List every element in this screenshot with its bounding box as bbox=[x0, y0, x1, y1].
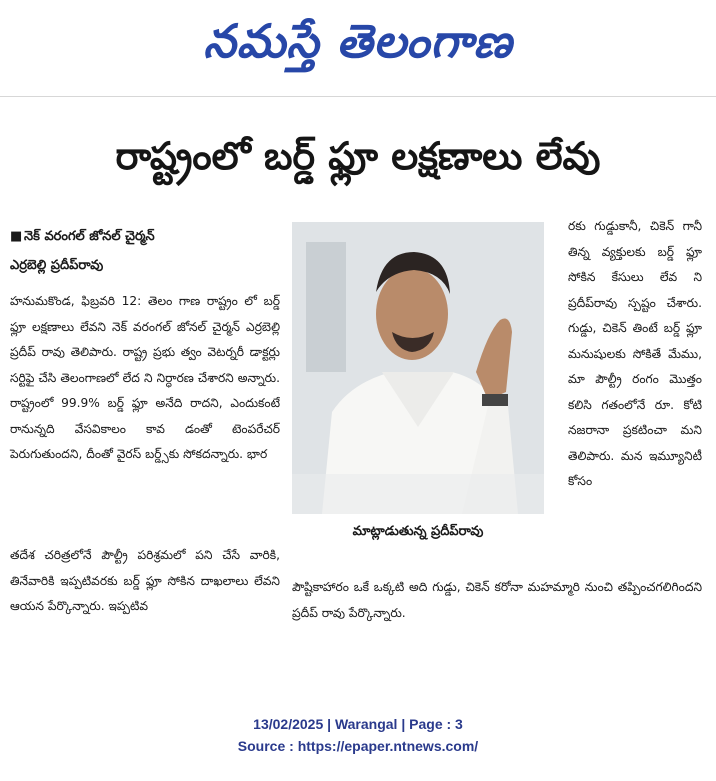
footer-date: 13/02/2025 bbox=[253, 716, 324, 732]
byline-line1: నెక్ వరంగల్ జోనల్ చైర్మన్ bbox=[24, 229, 155, 244]
article-byline bbox=[10, 222, 280, 280]
person-photo-illustration bbox=[292, 222, 544, 514]
footer-separator: | bbox=[323, 716, 335, 732]
footer bbox=[0, 713, 716, 757]
masthead-title: నమస్తే తెలంగాణ bbox=[203, 14, 513, 68]
article-paragraph: తదేశ చరిత్రలోనే పౌల్ట్రీ పరిశ్రమలో పని చేసే వారికి, తినేవారికి ఇప్పటివరకు బర్డ్ ఫ్లూ సోకిన దాఖలాలు లేవని ఆయన పేర్కొన్నారు. ఇప్పటివ bbox=[10, 548, 280, 613]
article-column-right bbox=[568, 214, 702, 495]
masthead-divider bbox=[0, 96, 716, 97]
article-headline: రాష్ట్రంలో బర్డ్ ఫ్లూ లక్షణాలు లేవు bbox=[115, 134, 601, 178]
footer-source: Source : https://epaper.ntnews.com/ bbox=[237, 738, 479, 754]
article-column-left bbox=[10, 289, 280, 468]
article-paragraph: రకు గుడ్డుకానీ, చికెన్ గానీ తిన్న వ్యక్తులకు బర్డ్ ఫ్లూ సోకిన కేసులు లేవ ని ప్రదీప్‌రావు స్పష్టం చేశారు. గుడ్డు, చికెన్ తింటే బర్డ్ ఫ్లూ మనుషులకు సోకితే మేము, మా పౌల్ట్రీ రంగం మొత్తం కలిసి గతంలోనే రూ. కోటి నజరానా ప్రకటించా మని తెలిపారు. మన ఇమ్యూనిటీ కోసం bbox=[568, 219, 702, 488]
article-paragraph: పౌష్టికాహారం ఒకే ఒక్కటి అది గుడ్డు, చికెన్ కరోనా మహమ్మారి నుంచి తప్పించగలిగిందని ప్రదీప్ రావు పేర్కొన్నారు. bbox=[292, 580, 702, 620]
article-bottom-right bbox=[292, 575, 702, 626]
byline-bullet: ■ bbox=[10, 229, 23, 244]
footer-meta bbox=[0, 713, 716, 735]
footer-page: Page : 3 bbox=[409, 716, 463, 732]
photo-caption: మాట్లాడుతున్న ప్రదీప్‌రావు bbox=[352, 524, 484, 539]
byline-line2: ఎర్రబెల్లి ప్రదీప్‌రావు bbox=[10, 258, 104, 273]
article-bottom-left bbox=[10, 543, 280, 620]
footer-edition: Warangal bbox=[334, 716, 398, 732]
article-photo bbox=[292, 222, 544, 514]
footer-separator: | bbox=[397, 716, 410, 732]
article-paragraph: హనుమకొండ, ఫిబ్రవరి 12: తెలం గాణ రాష్ట్రం లో బర్డ్ ఫ్లూ లక్షణాలు లేవని నెక్ వరంగల్ జోనల్ చైర్మన్ ఎర్రబెల్లి ప్రదీప్ రావు తెలిపారు. రాష్ట్ర ప్రభు త్వం వెటర్నరీ డాక్టర్లు సర్టిఫై చేసి తెలంగాణలో లేద ని నిర్ధారణ చేశారని అన్నారు. రాష్ట్రంలో 99.9% బర్డ్ ఫ్లూ అనేది రాదని, ఎందుకంటే రానున్నది వేసవికాలం కావ డంతో టెంపరేచర్ పెరుగుతుందని, దీంతో వైరస్ బర్డ్స్‌కు సోకదన్నారు. భార bbox=[10, 294, 280, 461]
